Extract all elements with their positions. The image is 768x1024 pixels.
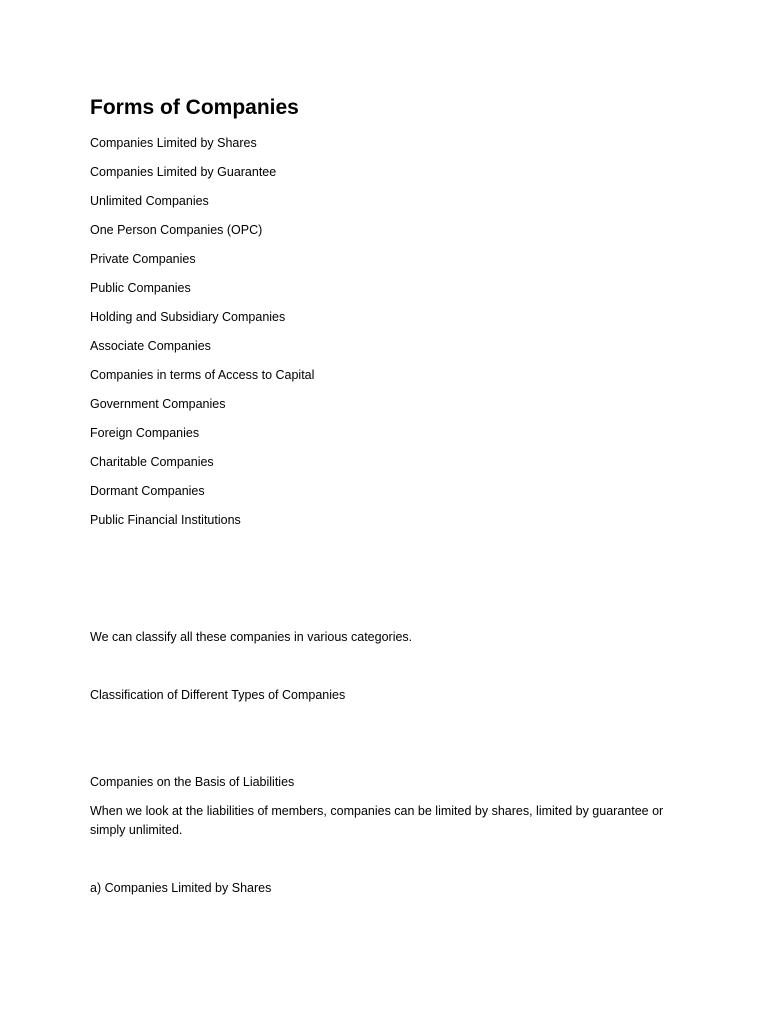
list-item: Charitable Companies xyxy=(90,455,214,469)
list-item: Public Companies xyxy=(90,281,191,295)
document-title: Forms of Companies xyxy=(90,96,299,119)
liabilities-heading: Companies on the Basis of Liabilities xyxy=(90,775,295,789)
classification-heading: Classification of Different Types of Companies xyxy=(90,688,346,702)
list-item: Public Financial Institutions xyxy=(90,513,241,527)
intro-paragraph: We can classify all these companies in various categories. xyxy=(90,630,413,644)
company-types-list xyxy=(90,134,314,540)
list-item: Companies Limited by Guarantee xyxy=(90,165,277,179)
list-item: Companies in terms of Access to Capital xyxy=(90,368,315,382)
list-item: One Person Companies (OPC) xyxy=(90,223,263,237)
list-item: Holding and Subsidiary Companies xyxy=(90,310,286,324)
list-item: Dormant Companies xyxy=(90,484,205,498)
list-item: Unlimited Companies xyxy=(90,194,209,208)
list-item: Government Companies xyxy=(90,397,226,411)
list-item: Private Companies xyxy=(90,252,196,266)
subsection-heading: a) Companies Limited by Shares xyxy=(90,881,272,895)
list-item: Companies Limited by Shares xyxy=(90,136,257,150)
list-item: Associate Companies xyxy=(90,339,211,353)
list-item: Foreign Companies xyxy=(90,426,200,440)
liabilities-paragraph: When we look at the liabilities of members, companies can be limited by shares, limited by guarantee or simply unlimited. xyxy=(90,804,664,837)
